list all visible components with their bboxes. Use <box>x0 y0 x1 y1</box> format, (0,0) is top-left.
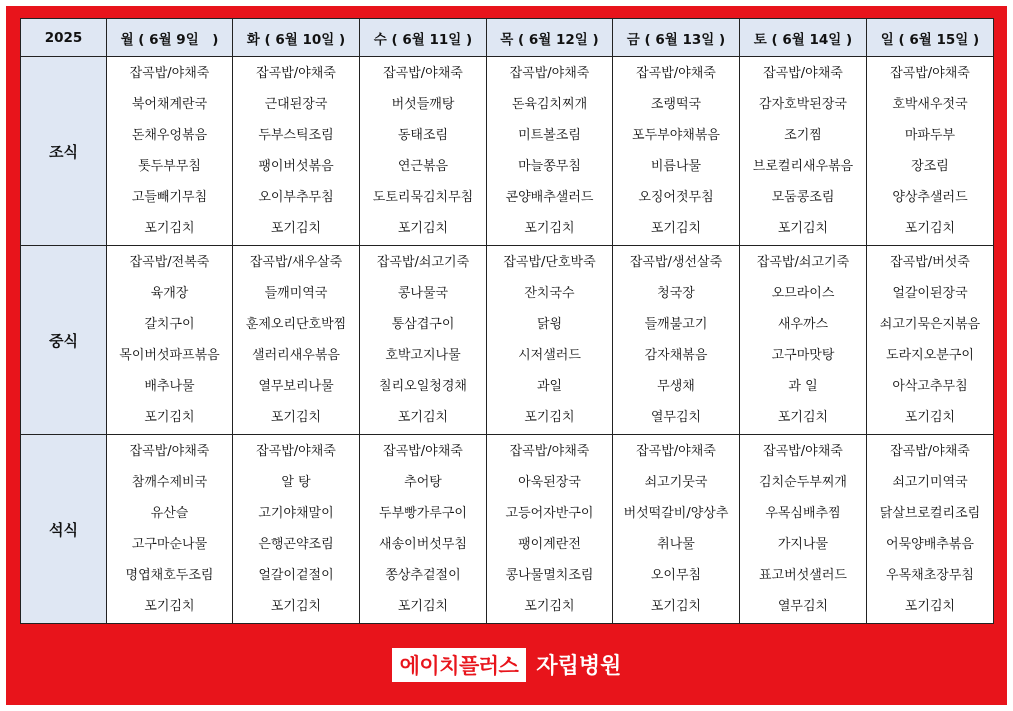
menu-cell-mon <box>107 57 233 246</box>
menu-cell-fri <box>613 57 740 246</box>
menu-item: 잡곡밥/쇠고기죽 <box>376 255 470 270</box>
day-header-thu: 목 ( 6월 12일 ) <box>487 19 613 57</box>
menu-item: 포두부야채볶음 <box>632 128 720 143</box>
menu-item: 호박고지나물 <box>385 348 461 363</box>
menu-sheet <box>20 18 993 624</box>
menu-item: 비름나물 <box>650 159 702 174</box>
menu-item: 포기김치 <box>144 221 195 236</box>
meal-label: 조식 <box>21 57 107 246</box>
year-cell: 2025 <box>21 19 107 57</box>
menu-item: 팽이버섯볶음 <box>258 159 334 174</box>
menu-item: 표고버섯샐러드 <box>759 568 847 583</box>
menu-item: 포기김치 <box>524 221 575 236</box>
header-row <box>21 19 994 57</box>
brand-logo-text: 자립병원 <box>536 654 622 679</box>
menu-item: 알 탕 <box>281 475 311 490</box>
menu-item: 은행곤약조림 <box>258 537 334 552</box>
menu-item: 도토리묵김치무침 <box>372 190 474 205</box>
menu-item: 고기야채말이 <box>258 506 334 521</box>
menu-item: 쇠고기묵은지볶음 <box>879 317 981 332</box>
menu-item: 잡곡밥/야채죽 <box>636 66 716 81</box>
menu-item: 샐러리새우볶음 <box>252 348 340 363</box>
menu-item: 팽이계란전 <box>518 537 581 552</box>
menu-item: 포기김치 <box>270 221 322 236</box>
menu-item: 잡곡밥/야채죽 <box>636 444 716 459</box>
menu-item: 도라지오분구이 <box>886 348 974 363</box>
menu-item: 쫑상추겉절이 <box>385 568 461 583</box>
menu-item: 포기김치 <box>397 221 449 236</box>
menu-item: 잡곡밥/야채죽 <box>509 66 590 81</box>
menu-cell-fri <box>613 246 740 435</box>
menu-item: 들깨미역국 <box>264 286 328 301</box>
menu-item: 북어채계란국 <box>131 97 208 112</box>
menu-cell-wed <box>360 246 487 435</box>
menu-item: 잡곡밥/야채죽 <box>256 444 336 459</box>
menu-item: 청국장 <box>657 286 695 301</box>
menu-item: 우목심배추찜 <box>765 506 841 521</box>
menu-cell-sun <box>867 435 994 624</box>
menu-item: 포기김치 <box>397 599 449 614</box>
day-header-sat: 토 ( 6월 14일 ) <box>740 19 867 57</box>
menu-cell-wed <box>360 435 487 624</box>
menu-item: 장조림 <box>911 159 949 174</box>
weekly-menu-table <box>20 18 994 624</box>
menu-item: 버섯떡갈비/양상추 <box>623 506 729 521</box>
menu-item: 닭살브로컬리조림 <box>879 506 981 521</box>
menu-item: 근대된장국 <box>264 97 328 112</box>
menu-item: 쇠고기뭇국 <box>644 475 708 490</box>
menu-item: 잡곡밥/야채죽 <box>509 444 590 459</box>
menu-cell-sat <box>740 435 867 624</box>
meal-row <box>21 435 994 624</box>
menu-item: 우목채초장무침 <box>886 568 974 583</box>
day-header-sun: 일 ( 6월 15일 ) <box>867 19 994 57</box>
menu-item: 배추나물 <box>144 379 195 394</box>
menu-item: 마늘쫑무침 <box>518 159 581 174</box>
menu-item: 쇠고기미역국 <box>892 475 968 490</box>
menu-item: 잡곡밥/야채죽 <box>256 66 336 81</box>
menu-item: 오징어젓무침 <box>638 190 714 205</box>
menu-item: 잡곡밥/야채죽 <box>763 66 843 81</box>
menu-item: 포기김치 <box>777 221 829 236</box>
menu-cell-sat <box>740 57 867 246</box>
menu-item: 콩나물멸치조림 <box>505 568 594 583</box>
menu-item: 추어탕 <box>404 475 442 490</box>
menu-item: 통삼겹구이 <box>391 317 455 332</box>
menu-item: 잡곡밥/야채죽 <box>383 66 463 81</box>
menu-item: 버섯들깨탕 <box>391 97 455 112</box>
menu-item: 고구마순나물 <box>131 537 208 552</box>
menu-item: 두부빵가루구이 <box>379 506 467 521</box>
menu-item: 포기김치 <box>270 410 322 425</box>
menu-item: 참깨수제비국 <box>131 475 208 490</box>
menu-item: 아삭고추무침 <box>892 379 968 394</box>
red-frame <box>6 6 1007 705</box>
menu-cell-thu <box>487 246 613 435</box>
menu-cell-sun <box>867 246 994 435</box>
menu-item: 들깨불고기 <box>644 317 708 332</box>
menu-item: 연근볶음 <box>397 159 449 174</box>
menu-cell-fri <box>613 435 740 624</box>
menu-item: 잡곡밥/야채죽 <box>890 66 970 81</box>
menu-item: 명엽채호두조림 <box>125 568 214 583</box>
menu-cell-tue <box>233 246 360 435</box>
brand-logo-box: 에이치플러스 <box>392 648 527 682</box>
menu-item: 모둠콩조림 <box>771 190 835 205</box>
menu-item: 열무보리나물 <box>258 379 334 394</box>
menu-item: 동태조림 <box>397 128 449 143</box>
menu-item: 김치순두부찌개 <box>759 475 847 490</box>
menu-item: 얼갈이된장국 <box>892 286 968 301</box>
menu-item: 콩나물국 <box>397 286 449 301</box>
menu-item: 두부스틱조림 <box>258 128 334 143</box>
day-header-fri: 금 ( 6월 13일 ) <box>613 19 740 57</box>
menu-item: 유산슬 <box>150 506 189 521</box>
menu-item: 잡곡밥/새우살죽 <box>249 255 343 270</box>
menu-item: 고구마맛탕 <box>771 348 835 363</box>
meal-row <box>21 246 994 435</box>
menu-item: 칠리오일청경채 <box>379 379 467 394</box>
menu-cell-mon <box>107 435 233 624</box>
menu-item: 오이무침 <box>650 568 702 583</box>
menu-item: 취나물 <box>657 537 695 552</box>
menu-item: 가지나물 <box>777 537 829 552</box>
menu-item: 잡곡밥/쇠고기죽 <box>756 255 850 270</box>
day-header-tue: 화 ( 6월 10일 ) <box>233 19 360 57</box>
menu-item: 잡곡밥/야채죽 <box>890 444 970 459</box>
menu-item: 열무김치 <box>777 599 829 614</box>
menu-item: 양상추샐러드 <box>892 190 968 205</box>
menu-item: 감자호박된장국 <box>759 97 847 112</box>
menu-cell-thu <box>487 435 613 624</box>
menu-item: 무생채 <box>657 379 695 394</box>
menu-item: 호박새우젓국 <box>892 97 968 112</box>
footer-logo <box>6 624 1007 705</box>
menu-item: 시저샐러드 <box>518 348 581 363</box>
menu-item: 조기찜 <box>784 128 822 143</box>
menu-item: 포기김치 <box>904 221 956 236</box>
menu-item: 잡곡밥/야채죽 <box>129 444 210 459</box>
menu-item: 감자채볶음 <box>644 348 708 363</box>
menu-item: 포기김치 <box>397 410 449 425</box>
menu-item: 아욱된장국 <box>518 475 581 490</box>
menu-cell-sun <box>867 57 994 246</box>
menu-item: 잡곡밥/단호박죽 <box>503 255 596 270</box>
day-header-wed: 수 ( 6월 11일 ) <box>360 19 487 57</box>
menu-item: 열무김치 <box>650 410 702 425</box>
menu-item: 포기김치 <box>904 599 956 614</box>
menu-item: 잡곡밥/야채죽 <box>763 444 843 459</box>
menu-item: 포기김치 <box>144 410 195 425</box>
menu-item: 훈제오리단호박찜 <box>245 317 347 332</box>
menu-item: 포기김치 <box>524 410 575 425</box>
menu-item: 돈채우엉볶음 <box>131 128 208 143</box>
menu-item: 새송이버섯무침 <box>379 537 467 552</box>
meal-label: 중식 <box>21 246 107 435</box>
menu-item: 과 일 <box>788 379 818 394</box>
menu-item: 과일 <box>536 379 563 394</box>
menu-item: 고등어자반구이 <box>505 506 594 521</box>
menu-item: 잡곡밥/전복죽 <box>129 255 210 270</box>
menu-item: 포기김치 <box>650 599 702 614</box>
menu-item: 콘양배추샐러드 <box>505 190 594 205</box>
menu-item: 포기김치 <box>270 599 322 614</box>
menu-item: 돈육김치찌개 <box>511 97 588 112</box>
menu-cell-mon <box>107 246 233 435</box>
menu-item: 포기김치 <box>650 221 702 236</box>
menu-item: 조랭떡국 <box>650 97 702 112</box>
menu-item: 잡곡밥/야채죽 <box>383 444 463 459</box>
menu-item: 포기김치 <box>904 410 956 425</box>
menu-item: 포기김치 <box>777 410 829 425</box>
menu-cell-tue <box>233 57 360 246</box>
menu-cell-tue <box>233 435 360 624</box>
menu-item: 오이부추무침 <box>258 190 334 205</box>
menu-item: 미트볼조림 <box>518 128 581 143</box>
menu-item: 톳두부무침 <box>138 159 201 174</box>
menu-item: 목이버섯파프볶음 <box>119 348 220 363</box>
menu-item: 닭윙 <box>536 317 563 332</box>
menu-cell-wed <box>360 57 487 246</box>
menu-item: 갈치구이 <box>144 317 195 332</box>
menu-cell-thu <box>487 57 613 246</box>
meal-row <box>21 57 994 246</box>
meal-label: 석식 <box>21 435 107 624</box>
menu-item: 브로컬리새우볶음 <box>752 159 854 174</box>
menu-item: 고들빼기무침 <box>131 190 208 205</box>
menu-item: 새우까스 <box>777 317 829 332</box>
menu-item: 잔치국수 <box>524 286 575 301</box>
menu-item: 포기김치 <box>524 599 575 614</box>
menu-item: 마파두부 <box>904 128 956 143</box>
menu-item: 잡곡밥/버섯죽 <box>890 255 970 270</box>
menu-cell-sat <box>740 246 867 435</box>
menu-item: 오므라이스 <box>771 286 835 301</box>
menu-item: 얼갈이겉절이 <box>258 568 334 583</box>
menu-item: 육개장 <box>150 286 189 301</box>
menu-item: 어묵양배추볶음 <box>886 537 974 552</box>
menu-item: 잡곡밥/생선살죽 <box>629 255 723 270</box>
day-header-mon: 월 ( 6월 9일 ) <box>107 19 233 57</box>
menu-item: 포기김치 <box>144 599 195 614</box>
menu-item: 잡곡밥/야채죽 <box>129 66 210 81</box>
